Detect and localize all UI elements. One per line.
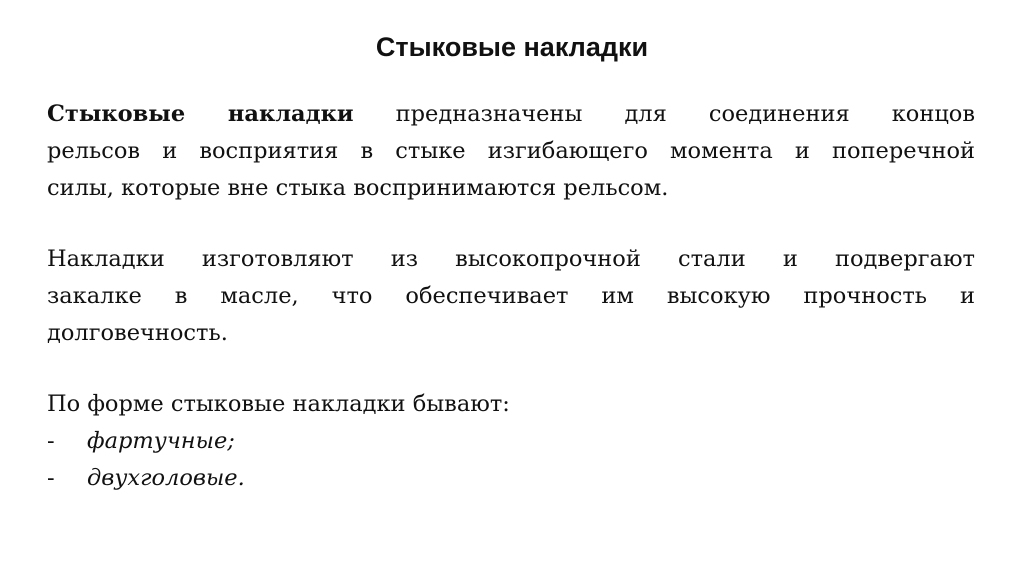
bullet: -	[47, 428, 55, 454]
text: предназначены для соединения концов	[353, 101, 975, 127]
list-item-text: двухголовые.	[87, 465, 245, 491]
paragraph-1-line-3: силы, которые вне стыка воспринимаются рельсом.	[47, 175, 669, 201]
list-item	[47, 423, 975, 460]
paragraph-2-line-1: Накладки изготовляют из высокопрочной стали и подвергают	[47, 246, 975, 272]
paragraph-2-line-2: закалке в масле, что обеспечивает им высокую прочность и	[47, 283, 975, 309]
slide-title: Стыковые накладки	[375, 32, 649, 62]
paragraph-2-line-3: долговечность.	[47, 320, 228, 346]
paragraph-1-line-1	[47, 96, 975, 133]
list-item	[47, 460, 975, 497]
slide-body	[47, 96, 975, 497]
list-intro: По форме стыковые накладки бывают:	[47, 391, 510, 417]
list-item-text: фартучные;	[87, 428, 235, 454]
term-bold: Стыковые накладки	[47, 101, 354, 127]
bullet: -	[47, 465, 55, 491]
paragraph-1-line-2: рельсов и восприятия в стыке изгибающего момента и поперечной	[47, 138, 975, 164]
